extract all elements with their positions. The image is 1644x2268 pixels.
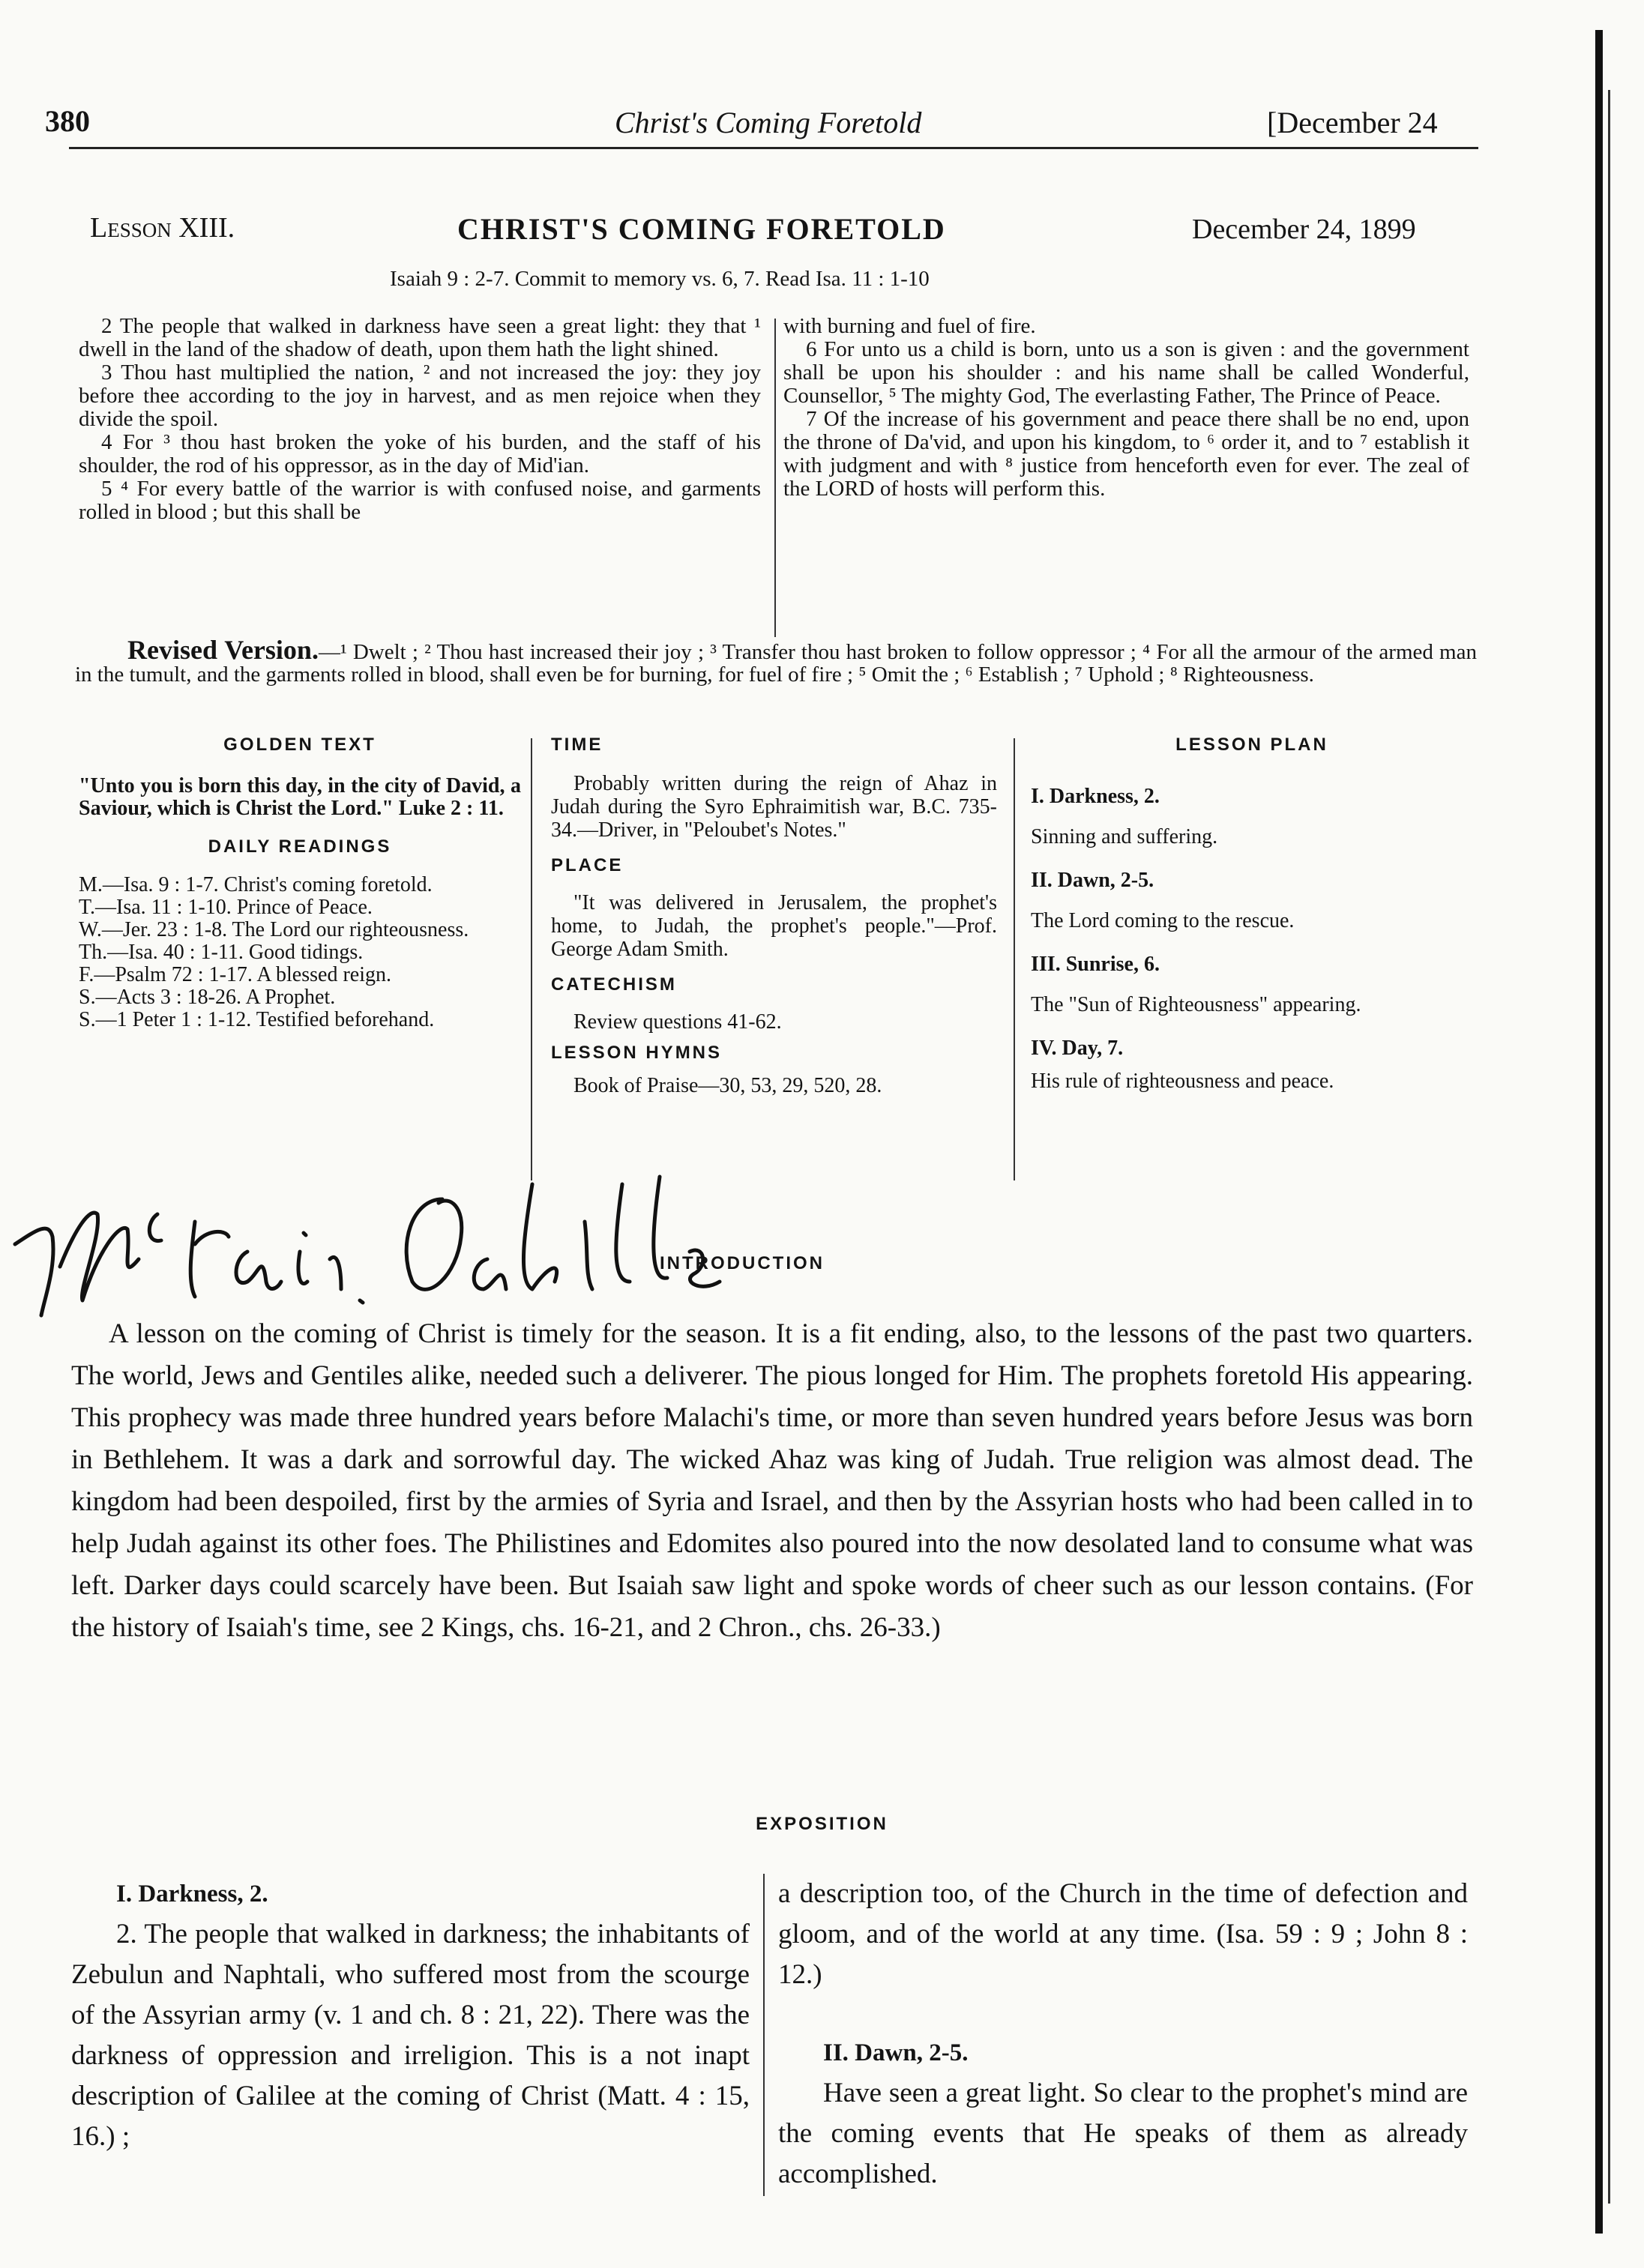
running-date: [December 24 — [1267, 106, 1438, 139]
golden-text-heading: GOLDEN TEXT — [223, 735, 376, 755]
plan-head: IV. Day, 7. — [1031, 1037, 1124, 1060]
lesson-plan-heading: LESSON PLAN — [1175, 735, 1328, 755]
reading-item: Th.—Isa. 40 : 1-11. Good tidings. — [79, 941, 364, 964]
scripture-reference: Isaiah 9 : 2-7. Commit to memory vs. 6, 7. Read Isa. 11 : 1-10 — [390, 267, 930, 291]
exposition-left-column — [71, 1874, 750, 2157]
introduction-text: A lesson on the coming of Christ is timely for the season. It is a fit ending, also, to the lessons of the past two quarters. The world, Jews and Gentiles alike, needed such a deliverer. The pious longed for Him. The prophets foretold His appearing. This prophecy was made three hundred years before Malachi's time, or more than seven hundred years before Jesus was born in Bethlehem. It was a dark and sorrowful day. The wicked Ahaz was king of Judah. True religion was almost dead. The kingdom had been despoiled, first by the armies of Syria and Israel, and then by the Assyrian hosts who had been called in to help Judah against its other foes. The Philistines and Edomites also poured into the now desolated land to consume what was left. Darker days could scarcely have been. But Isaiah saw light and spoke words of cheer such as our lesson contains. (For the history of Isaiah's time, see 2 Kings, chs. 16-21, and 2 Chron., chs. 26-33.) — [71, 1318, 1473, 1643]
running-title: Christ's Coming Foretold — [615, 106, 922, 139]
binding-edge — [1595, 30, 1603, 2234]
verse-6: 6 For unto us a child is born, unto us a son is given : and the government shall be upon his shoulder : and his name shall be called Wonderful, Counsellor, ⁵ The mighty God, The everlasting Father, The Prince of Peace. — [783, 337, 1469, 408]
page-number: 380 — [45, 104, 90, 138]
info-divider-right — [1014, 738, 1015, 1180]
lesson-label: Lesson XIII. — [90, 212, 235, 244]
verse-7: 7 Of the increase of his government and peace there shall be no end, upon the throne of Da'vid, and upon his kingdom, to ⁶ order it, and to ⁷ establish it with judgment and with ⁸ justice from henceforth even for ever. The zeal of the LORD of hosts will perform this. — [783, 407, 1469, 501]
binding-edge-thin — [1608, 90, 1610, 2204]
exposition-divider — [763, 1874, 765, 2196]
verse-5: 5 ⁴ For every battle of the warrior is with confused noise, and garments rolled in blood ; but this shall be — [79, 477, 761, 524]
revised-version — [75, 635, 1477, 687]
handwritten-signature — [7, 1169, 832, 1334]
scripture-right-column — [783, 315, 1469, 501]
verse-4: 4 For ³ thou hast broken the yoke of his burden, and the staff of his shoulder, the rod of his oppressor, as in the day of Mid'ian. — [79, 430, 761, 477]
golden-text: "Unto you is born this day, in the city of David, a Saviour, which is Christ the Lord." Luke 2 : 11. — [79, 774, 521, 820]
header-rule — [69, 147, 1478, 149]
info-divider-left — [531, 738, 532, 1180]
lesson-title: CHRIST'S COMING FORETOLD — [457, 212, 946, 246]
revised-version-label: Revised Version. — [127, 635, 319, 665]
exposition-right-text: a description too, of the Church in the time of defection and gloom, and of the world at any time. (Isa. 59 : 9 ; John 8 : 12.) — [778, 1878, 1468, 1990]
exposition-right-text2: Have seen a great light. So clear to the prophet's mind are the coming events that He speaks of them as already accomplished. — [778, 2078, 1468, 2189]
catechism-heading: CATECHISM — [551, 974, 677, 995]
lesson-plan-section — [1031, 735, 1473, 1093]
verse-5-cont: with burning and fuel of fire. — [783, 314, 1036, 338]
plan-text: The "Sun of Righteousness" appearing. — [1031, 993, 1361, 1016]
revised-version-text: —¹ Dwelt ; ² Thou hast increased their joy ; ³ Transfer thou hast broken to follow oppressor ; ⁴ For all the armour of the armed man in the tumult, and the garments rolled in blood, shall even be for burning, for fuel of fire ; ⁵ Omit the ; ⁶ Establish ; ⁷ Uphold ; ⁸ Righteousness. — [75, 640, 1477, 687]
golden-text-section — [79, 735, 521, 1031]
reading-item: S.—1 Peter 1 : 1-12. Testified beforehand. — [79, 1008, 435, 1031]
reading-item: M.—Isa. 9 : 1-7. Christ's coming foretold. — [79, 873, 433, 896]
scripture-left-column — [79, 315, 761, 524]
time-text: Probably written during the reign of Ahaz in Judah during the Syro Ephraimitish war, B.C. 735-34.—Driver, in "Peloubet's Notes." — [551, 772, 997, 842]
introduction-body — [71, 1313, 1473, 1649]
hymns-text: Book of Praise—30, 53, 29, 520, 28. — [573, 1074, 882, 1097]
reading-item: F.—Psalm 72 : 1-17. A blessed reign. — [79, 963, 391, 986]
catechism-text: Review questions 41-62. — [573, 1010, 782, 1034]
exposition-left-head: I. Darkness, 2. — [116, 1881, 268, 1907]
lesson-date: December 24, 1899 — [1192, 214, 1416, 245]
hymns-heading: LESSON HYMNS — [551, 1043, 723, 1063]
exposition-right-head: II. Dawn, 2-5. — [823, 2039, 969, 2066]
exposition-right-column — [778, 1874, 1468, 2195]
plan-text: The Lord coming to the rescue. — [1031, 909, 1295, 932]
introduction-heading: INTRODUCTION — [660, 1253, 825, 1273]
plan-head: II. Dawn, 2-5. — [1031, 869, 1154, 892]
place-text: "It was delivered in Jerusalem, the prophet's home, to Judah, the prophet's people."—Prof. George Adam Smith. — [551, 891, 997, 961]
reading-item: T.—Isa. 11 : 1-10. Prince of Peace. — [79, 896, 373, 919]
time-place-section — [551, 735, 997, 1097]
place-heading: PLACE — [551, 855, 624, 875]
reading-item: S.—Acts 3 : 18-26. A Prophet. — [79, 986, 336, 1009]
exposition-heading: EXPOSITION — [756, 1814, 888, 1834]
plan-head: III. Sunrise, 6. — [1031, 953, 1160, 976]
verse-3: 3 Thou hast multiplied the nation, ² and not increased the joy: they joy before thee according to the joy in harvest, and as men rejoice when they divide the spoil. — [79, 361, 761, 431]
plan-text: Sinning and suffering. — [1031, 825, 1218, 848]
daily-readings-heading: DAILY READINGS — [208, 836, 392, 857]
plan-head: I. Darkness, 2. — [1031, 785, 1160, 808]
verse-2: 2 The people that walked in darkness have seen a great light: they that ¹ dwell in the land of the shadow of death, upon them hath the light shined. — [79, 314, 761, 361]
plan-text: His rule of righteousness and peace. — [1031, 1070, 1334, 1093]
exposition-left-text: 2. The people that walked in darkness; the inhabitants of Zebulun and Naphtali, who suffered most from the scourge of the Assyrian army (v. 1 and ch. 8 : 21, 22). There was the darkness of oppression and irreligion. This is a not inapt description of Galilee at the coming of Christ (Matt. 4 : 15, 16.) ; — [71, 1919, 750, 2152]
scripture-divider — [774, 319, 776, 637]
daily-readings-list — [79, 874, 521, 1031]
time-heading: TIME — [551, 735, 603, 755]
reading-item: W.—Jer. 23 : 1-8. The Lord our righteousness. — [79, 918, 469, 941]
